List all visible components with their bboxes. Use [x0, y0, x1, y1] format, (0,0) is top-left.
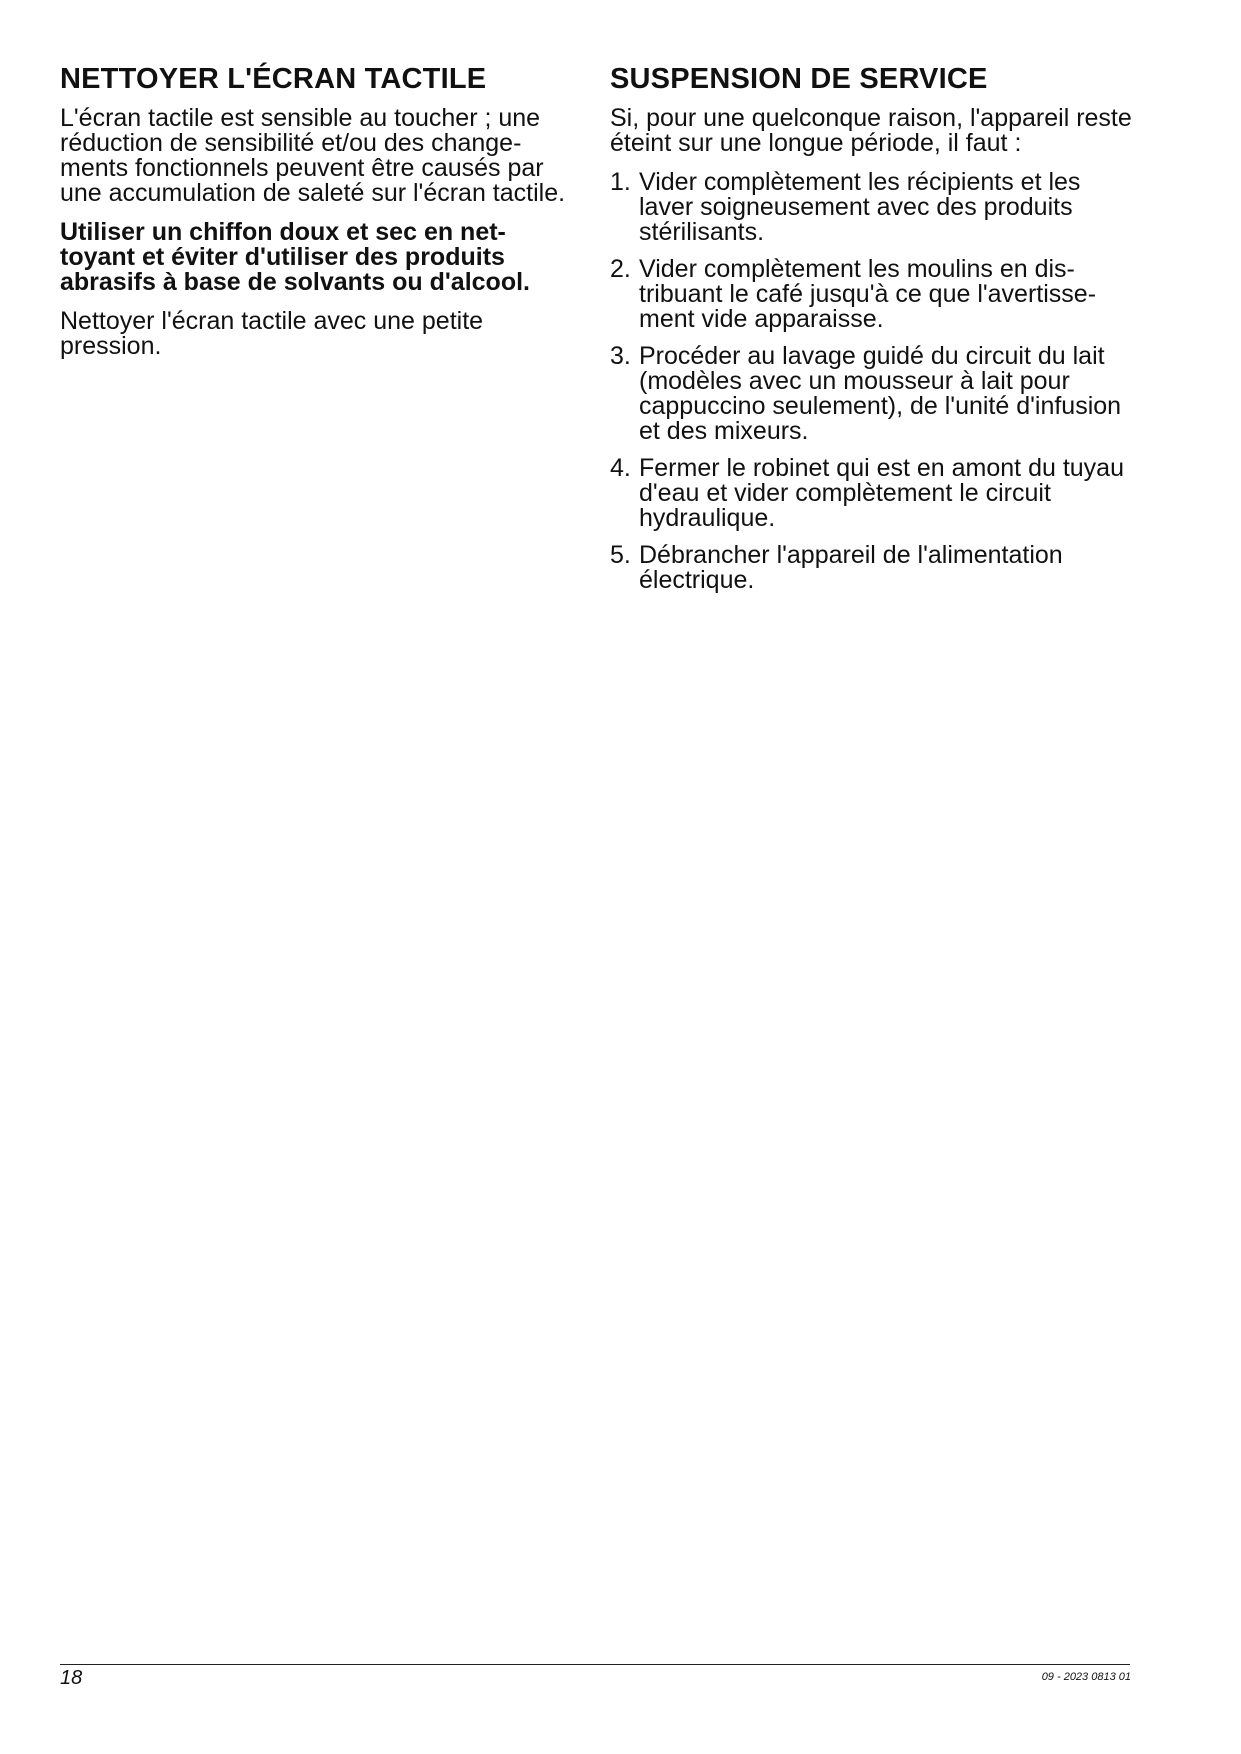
- step-text: Vider complètement les récipients et les laver soigneusement avec des produits stérilisants.: [639, 168, 1081, 246]
- step-number: 5.: [610, 541, 631, 569]
- step-number: 2.: [610, 255, 631, 283]
- list-item: [610, 456, 1140, 531]
- right-column: [610, 62, 1140, 605]
- page-number: 18: [60, 1667, 83, 1689]
- step-text: Vider complètement les moulins en dis-tribuant le café jusqu'à ce que l'avertisse-ment vide apparaisse.: [639, 255, 1097, 333]
- list-item: [610, 170, 1140, 245]
- section-title-cleaning: NETTOYER L'ÉCRAN TACTILE: [60, 63, 487, 95]
- left-column: [60, 62, 580, 373]
- step-text: Fermer le robinet qui est en amont du tuyau d'eau et vider complètement le circuit hydraulique.: [639, 454, 1124, 532]
- cleaning-warning: Utiliser un chiffon doux et sec en net-toyant et éviter d'utiliser des produits abrasifs à base de solvants ou d'alcool.: [60, 218, 530, 296]
- step-number: 3.: [610, 342, 631, 370]
- list-item: [610, 344, 1140, 444]
- list-item: [610, 257, 1140, 332]
- step-number: 4.: [610, 454, 631, 482]
- step-text: Débrancher l'appareil de l'alimentation électrique.: [639, 541, 1063, 594]
- suspension-steps-list: [610, 170, 1140, 593]
- footer-divider: [60, 1664, 1130, 1665]
- cleaning-paragraph: L'écran tactile est sensible au toucher ; une réduction de sensibilité et/ou des change-ments fonctionnels peuvent être causés par une accumulation de saleté sur l'écran tactile.: [60, 104, 566, 207]
- step-number: 1.: [610, 168, 631, 196]
- document-code: 09 - 2023 0813 01: [1041, 1671, 1131, 1683]
- suspension-intro: Si, pour une quelconque raison, l'appareil reste éteint sur une longue période, il faut :: [610, 104, 1132, 157]
- step-text: Procéder au lavage guidé du circuit du lait (modèles avec un mousseur à lait pour cappuccino seulement), de l'unité d'infusion et des mixeurs.: [639, 342, 1122, 445]
- list-item: [610, 543, 1140, 593]
- section-title-suspension: SUSPENSION DE SERVICE: [610, 63, 988, 95]
- cleaning-instruction: Nettoyer l'écran tactile avec une petite pression.: [60, 307, 484, 360]
